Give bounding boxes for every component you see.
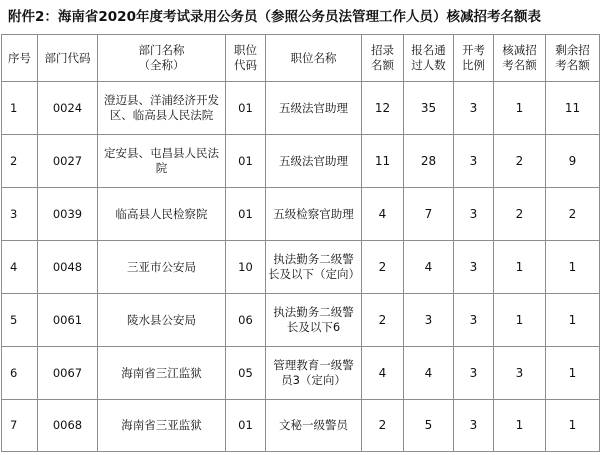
- cell-applicants: 4: [404, 347, 454, 400]
- header-reduced: 核减招 考名额: [494, 35, 546, 82]
- cell-reduced: 1: [494, 294, 546, 347]
- cell-remaining: 2: [546, 188, 600, 241]
- cell-pos-code: 01: [226, 82, 266, 135]
- table-row: [2, 135, 600, 188]
- table-row: [2, 400, 600, 452]
- cell-seq: 1: [2, 82, 38, 135]
- cell-dept-code: 0068: [38, 400, 98, 452]
- cell-seq: 7: [2, 400, 38, 452]
- cell-pos-name: 执法勤务二级警长及以下（定向）: [266, 241, 362, 294]
- header-remaining: 剩余招 考名额: [546, 35, 600, 82]
- reduction-table: [1, 34, 600, 452]
- header-applicants: 报名通 过人数: [404, 35, 454, 82]
- cell-dept-code: 0027: [38, 135, 98, 188]
- cell-seq: 2: [2, 135, 38, 188]
- cell-pos-code: 01: [226, 188, 266, 241]
- cell-pos-name: 管理教育一级警员3（定向）: [266, 347, 362, 400]
- cell-dept-code: 0024: [38, 82, 98, 135]
- cell-seq: 3: [2, 188, 38, 241]
- cell-applicants: 35: [404, 82, 454, 135]
- document-title: 附件2：海南省2020年度考试录用公务员（参照公务员法管理工作人员）核减招考名额表: [8, 9, 541, 25]
- cell-pos-name: 五级检察官助理: [266, 188, 362, 241]
- cell-pos-code: 06: [226, 294, 266, 347]
- header-dept-name: 部门名称 （全称）: [98, 35, 226, 82]
- table-row: [2, 347, 600, 400]
- table-row: [2, 294, 600, 347]
- cell-reduced: 1: [494, 82, 546, 135]
- cell-dept-name: 陵水县公安局: [98, 294, 226, 347]
- cell-reduced: 1: [494, 400, 546, 452]
- cell-quota: 11: [362, 135, 404, 188]
- cell-ratio: 3: [454, 82, 494, 135]
- cell-pos-code: 01: [226, 135, 266, 188]
- cell-dept-code: 0048: [38, 241, 98, 294]
- table-row: [2, 82, 600, 135]
- cell-dept-name: 海南省三江监狱: [98, 347, 226, 400]
- cell-dept-name: 临高县人民检察院: [98, 188, 226, 241]
- cell-quota: 4: [362, 347, 404, 400]
- table-row: [2, 188, 600, 241]
- header-pos-name: 职位名称: [266, 35, 362, 82]
- cell-remaining: 1: [546, 347, 600, 400]
- cell-dept-name: 海南省三亚监狱: [98, 400, 226, 452]
- header-pos-code: 职位 代码: [226, 35, 266, 82]
- cell-remaining: 1: [546, 400, 600, 452]
- cell-applicants: 3: [404, 294, 454, 347]
- cell-seq: 6: [2, 347, 38, 400]
- cell-reduced: 2: [494, 188, 546, 241]
- cell-quota: 12: [362, 82, 404, 135]
- cell-dept-name: 澄迈县、洋浦经济开发区、临高县人民法院: [98, 82, 226, 135]
- cell-quota: 2: [362, 241, 404, 294]
- cell-quota: 2: [362, 400, 404, 452]
- header-quota: 招录 名额: [362, 35, 404, 82]
- cell-pos-name: 执法勤务二级警长及以下6: [266, 294, 362, 347]
- cell-pos-name: 五级法官助理: [266, 135, 362, 188]
- cell-dept-code: 0067: [38, 347, 98, 400]
- table-row: [2, 241, 600, 294]
- cell-applicants: 5: [404, 400, 454, 452]
- cell-applicants: 28: [404, 135, 454, 188]
- cell-reduced: 1: [494, 241, 546, 294]
- cell-quota: 4: [362, 188, 404, 241]
- cell-ratio: 3: [454, 294, 494, 347]
- cell-pos-code: 01: [226, 400, 266, 452]
- cell-dept-code: 0039: [38, 188, 98, 241]
- cell-ratio: 3: [454, 135, 494, 188]
- cell-quota: 2: [362, 294, 404, 347]
- header-row: [2, 35, 600, 82]
- header-ratio: 开考 比例: [454, 35, 494, 82]
- cell-remaining: 1: [546, 241, 600, 294]
- cell-seq: 4: [2, 241, 38, 294]
- cell-reduced: 2: [494, 135, 546, 188]
- cell-applicants: 4: [404, 241, 454, 294]
- cell-pos-name: 文秘一级警员: [266, 400, 362, 452]
- header-seq: 序号: [2, 35, 38, 82]
- cell-remaining: 1: [546, 294, 600, 347]
- cell-ratio: 3: [454, 400, 494, 452]
- cell-applicants: 7: [404, 188, 454, 241]
- cell-dept-name: 定安县、屯昌县人民法院: [98, 135, 226, 188]
- cell-ratio: 3: [454, 347, 494, 400]
- cell-remaining: 11: [546, 82, 600, 135]
- cell-dept-name: 三亚市公安局: [98, 241, 226, 294]
- cell-reduced: 3: [494, 347, 546, 400]
- cell-pos-code: 05: [226, 347, 266, 400]
- cell-pos-name: 五级法官助理: [266, 82, 362, 135]
- header-dept-code: 部门代码: [38, 35, 98, 82]
- cell-remaining: 9: [546, 135, 600, 188]
- cell-seq: 5: [2, 294, 38, 347]
- cell-dept-code: 0061: [38, 294, 98, 347]
- cell-ratio: 3: [454, 241, 494, 294]
- cell-ratio: 3: [454, 188, 494, 241]
- cell-pos-code: 10: [226, 241, 266, 294]
